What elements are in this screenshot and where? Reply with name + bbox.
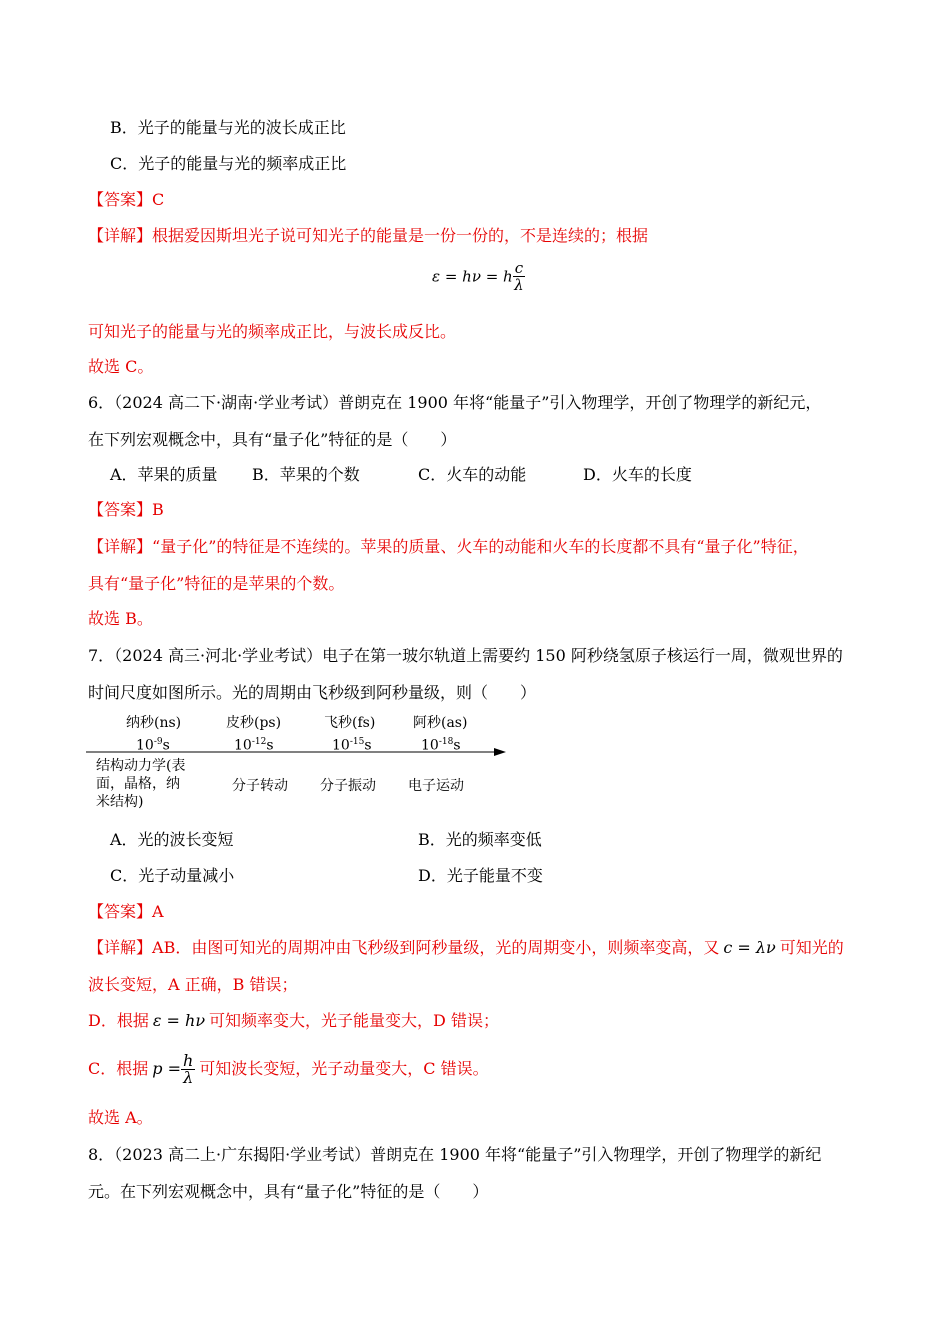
q6-detail-line-2: 具有“量子化”特征的是苹果的个数。 [88,574,345,593]
formula-p-fraction: $\frac{h}{\lambda}$ [182,1051,194,1087]
answer-value: B [152,500,164,519]
answer-tag: 【答案】 [88,190,153,209]
q7-option-d: D．光子能量不变 [418,866,543,885]
formula-c-lambda-nu: c = λν [723,938,776,957]
unit-label-fs: 飞秒(fs) [324,715,376,731]
q6-conclusion: 故选 B。 [88,609,153,628]
phenomenon-electron-motion: 电子运动 [408,778,464,794]
q6-option-b: B．苹果的个数 [252,465,360,484]
q7-option-a: A．光的波长变短 [110,830,234,849]
unit-label-ns: 纳秒(ns) [126,715,182,731]
q7-detail-line-1: 【详解】AB．由图可知光的周期冲由飞秒级到阿秒量级，光的周期变小，则频率变高，又 c = λν 可知光的 [88,938,844,957]
q5-detail-line-2: 可知光子的能量与光的频率成正比，与波长成反比。 [88,322,457,341]
q5-option-c: C．光子的能量与光的频率成正比 [110,154,347,173]
q5-detail-line-1 [88,226,648,246]
detail-text: 根据爱因斯坦光子说可知光子的能量是一份一份的，不是连续的；根据 [152,226,649,245]
phenomenon-molecular-rotation: 分子转动 [232,778,288,794]
q6-answer [88,500,164,520]
q8-stem-line-1: 8．（2023 高二上·广东揭阳·学业考试）普朗克在 1900 年将“能量子”引入物理学，开创了物理学的新纪 [88,1145,822,1164]
q6-stem-line-1: 6．（2024 高二下·湖南·学业考试）普朗克在 1900 年将“能量子”引入物理学，开创了物理学的新纪元， [88,393,822,412]
answer-tag: 【答案】 [88,902,153,921]
formula-e-h-nu: ε = hν [152,1011,206,1030]
detail-text: AB．由图可知光的周期冲由飞秒级到阿秒量级，光的周期变小，则频率变高，又 [152,938,720,957]
answer-value: C [152,190,165,209]
q6-option-c: C．火车的动能 [418,465,527,484]
q6-detail-line-1 [88,537,809,557]
unit-value-fs: $10^{-15}s$ [332,737,372,754]
q7-option-c: C．光子动量减小 [110,866,235,885]
phenomenon-structure-line-2: 面，晶格，纳 [96,776,180,792]
q5-answer [88,190,164,210]
q7-answer [88,902,164,922]
detail-tag: 【详解】 [88,537,153,556]
formula-denominator: λ [514,276,524,294]
formula-numerator: c [514,259,524,277]
time-scale-diagram [86,712,506,817]
unit-label-ps: 皮秒(ps) [226,715,282,731]
phenomenon-molecular-vibration: 分子振动 [320,778,376,794]
unit-label-as: 阿秒(as) [413,715,468,731]
answer-tag: 【答案】 [88,500,153,519]
time-axis-arrow [86,746,506,758]
q7-option-b: B．光的频率变低 [418,830,542,849]
q7-stem-line-1: 7．（2024 高三·河北·学业考试）电子在第一玻尔轨道上需要约 150 阿秒绕氢原子核运行一周，微观世界的 [88,646,843,665]
phenomenon-structure-line-3: 米结构) [96,794,144,810]
q8-stem-line-2: 元。在下列宏观概念中，具有“量子化”特征的是（ ） [88,1182,489,1201]
unit-value-ns: $10^{-9}s$ [136,737,170,754]
q5-conclusion: 故选 C。 [88,357,154,376]
q7-detail-line-4: C．根据 p = $\frac{h}{\lambda}$ 可知波长变短，光子动量变大，C 错误。 [88,1051,489,1087]
detail-text: “量子化”的特征是不连续的。苹果的质量、火车的动能和火车的长度都不具有“量子化”特征， [152,537,809,556]
q7-conclusion: 故选 A。 [88,1108,153,1127]
q7-detail-line-3: D．根据 ε = hν 可知频率变大，光子能量变大，D 错误； [88,1011,499,1030]
detail-tag: 【详解】 [88,938,153,957]
phenomenon-structure-line-1: 结构动力学(表 [96,758,186,774]
unit-value-as: $10^{-18}s$ [421,737,461,754]
unit-value-ps: $10^{-12}s$ [234,737,274,754]
q6-option-a: A．苹果的质量 [110,465,218,484]
detail-tag: 【详解】 [88,226,153,245]
q5-formula [432,260,525,293]
q6-stem-line-2: 在下列宏观概念中，具有“量子化”特征的是（ ） [88,430,457,449]
formula-lhs: ε = hν = h [432,267,513,286]
q7-detail-line-2: 波长变短，A 正确，B 错误； [88,975,298,994]
formula-p-lhs: p = [152,1059,181,1078]
q6-option-d: D．火车的长度 [583,465,692,484]
q5-option-b: B．光子的能量与光的波长成正比 [110,118,346,137]
q7-stem-line-2: 时间尺度如图所示。光的周期由飞秒级到阿秒量级，则（ ） [88,683,537,702]
answer-value: A [152,902,164,921]
